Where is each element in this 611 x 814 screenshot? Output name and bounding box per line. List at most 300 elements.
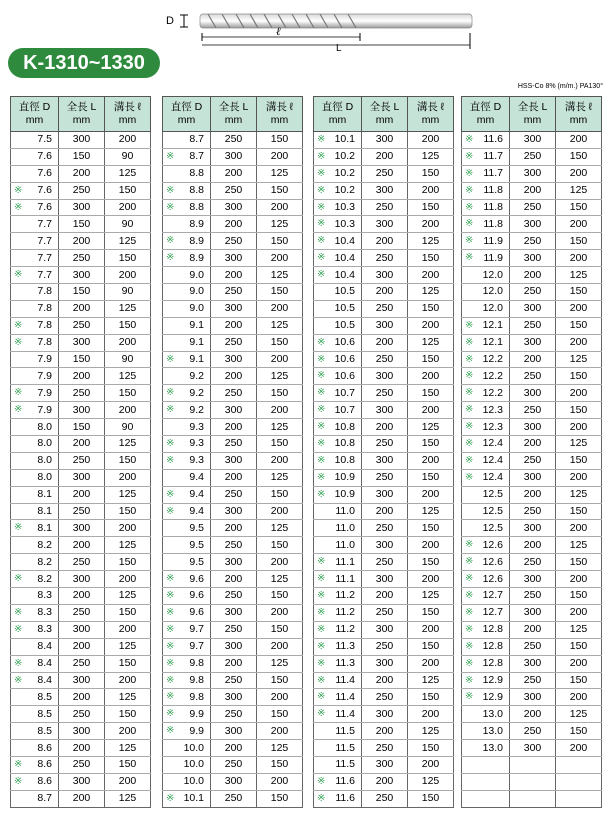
total-length-cell: 300 bbox=[211, 503, 257, 520]
diameter-value: 10.4 bbox=[334, 251, 355, 264]
diameter-value: 8.3 bbox=[37, 623, 52, 636]
diameter-cell bbox=[163, 148, 211, 165]
stock-marker-icon: ※ bbox=[317, 708, 326, 720]
header-unit: mm bbox=[118, 114, 137, 126]
total-length-cell: 250 bbox=[510, 723, 556, 740]
diameter-value: 11.6 bbox=[335, 775, 355, 788]
diameter-cell bbox=[314, 419, 362, 436]
stock-marker-icon: ※ bbox=[166, 150, 175, 162]
total-length-cell: 200 bbox=[510, 267, 556, 284]
flute-length-cell: 125 bbox=[105, 233, 151, 250]
diameter-value: 7.7 bbox=[37, 268, 52, 281]
total-length-cell: 200 bbox=[211, 317, 257, 334]
stock-marker-icon: ※ bbox=[317, 370, 326, 382]
table-row bbox=[11, 317, 151, 334]
diameter-value: 8.5 bbox=[37, 690, 52, 703]
diameter-cell bbox=[462, 503, 510, 520]
total-length-cell: 250 bbox=[211, 621, 257, 638]
table-row bbox=[314, 199, 454, 216]
total-length-cell: 250 bbox=[510, 554, 556, 571]
diameter-cell bbox=[314, 250, 362, 267]
diameter-value: 8.2 bbox=[37, 572, 52, 585]
diameter-cell bbox=[462, 655, 510, 672]
diameter-cell bbox=[163, 723, 211, 740]
total-length-cell: 300 bbox=[362, 267, 408, 284]
table-row bbox=[11, 621, 151, 638]
diameter-cell bbox=[314, 182, 362, 199]
stock-marker-icon: ※ bbox=[465, 556, 474, 568]
diameter-cell bbox=[314, 638, 362, 655]
diameter-value: 9.6 bbox=[189, 572, 204, 585]
flute-length-cell: 125 bbox=[556, 706, 602, 723]
total-length-cell: 250 bbox=[211, 284, 257, 301]
diameter-cell bbox=[163, 436, 211, 453]
header-flute-length bbox=[257, 97, 303, 132]
flute-length-cell: 150 bbox=[257, 621, 303, 638]
stock-marker-icon: ※ bbox=[166, 353, 175, 365]
stock-marker-icon: ※ bbox=[465, 218, 474, 230]
flute-length-cell: 200 bbox=[105, 469, 151, 486]
table-row bbox=[314, 334, 454, 351]
table-row bbox=[462, 165, 602, 182]
total-length-cell: 250 bbox=[510, 672, 556, 689]
diameter-value: 9.5 bbox=[189, 521, 204, 534]
table-row bbox=[11, 503, 151, 520]
diameter-value: 11.4 bbox=[335, 690, 355, 703]
diameter-value: 10.3 bbox=[334, 201, 355, 213]
total-length-cell: 200 bbox=[59, 790, 105, 807]
diameter-cell bbox=[314, 300, 362, 317]
table-row bbox=[11, 672, 151, 689]
total-length-cell: 200 bbox=[362, 334, 408, 351]
stock-marker-icon: ※ bbox=[166, 674, 175, 686]
stock-marker-icon: ※ bbox=[317, 606, 326, 618]
stock-marker-icon: ※ bbox=[166, 640, 175, 652]
diameter-cell bbox=[163, 267, 211, 284]
stock-marker-icon: ※ bbox=[317, 235, 326, 247]
diameter-value: 13.0 bbox=[482, 707, 503, 720]
diameter-cell bbox=[314, 537, 362, 554]
table-row bbox=[163, 165, 303, 182]
diameter-cell bbox=[314, 740, 362, 757]
stock-marker-icon: ※ bbox=[14, 319, 23, 331]
diameter-cell bbox=[462, 773, 510, 790]
flute-length-cell: 200 bbox=[105, 621, 151, 638]
total-length-cell: 300 bbox=[510, 419, 556, 436]
flute-length-cell: 150 bbox=[556, 554, 602, 571]
table-row bbox=[11, 773, 151, 790]
diameter-value: 7.8 bbox=[37, 336, 52, 349]
flute-length-cell: 150 bbox=[257, 588, 303, 605]
flute-length-cell: 150 bbox=[257, 486, 303, 503]
table-row bbox=[11, 199, 151, 216]
total-length-cell: 250 bbox=[510, 368, 556, 385]
flute-length-cell: 200 bbox=[408, 267, 454, 284]
total-length-cell: 200 bbox=[510, 537, 556, 554]
header-label: 溝長 ℓ bbox=[564, 101, 593, 113]
diameter-cell bbox=[314, 199, 362, 216]
table-row bbox=[314, 317, 454, 334]
stock-marker-icon: ※ bbox=[465, 252, 474, 264]
diameter-cell bbox=[163, 300, 211, 317]
diameter-cell bbox=[163, 385, 211, 402]
stock-marker-icon: ※ bbox=[465, 606, 474, 618]
total-length-cell: 200 bbox=[362, 672, 408, 689]
diameter-value: 8.7 bbox=[189, 133, 204, 146]
table-row bbox=[462, 368, 602, 385]
table-row bbox=[462, 638, 602, 655]
total-length-cell: 200 bbox=[211, 571, 257, 588]
diameter-value: 7.6 bbox=[37, 201, 52, 213]
total-length-cell: 300 bbox=[510, 740, 556, 757]
flute-length-cell: 200 bbox=[556, 216, 602, 233]
flute-length-cell: 150 bbox=[556, 148, 602, 165]
diameter-value: 9.5 bbox=[189, 538, 204, 551]
header-total-length bbox=[510, 97, 556, 132]
table-row bbox=[314, 165, 454, 182]
stock-marker-icon: ※ bbox=[317, 454, 326, 466]
table-row bbox=[163, 773, 303, 790]
diameter-value: 10.8 bbox=[334, 454, 355, 467]
stock-marker-icon: ※ bbox=[317, 201, 326, 213]
table-row bbox=[314, 132, 454, 149]
total-length-cell: 200 bbox=[211, 655, 257, 672]
diameter-value: 9.9 bbox=[189, 707, 204, 720]
table-row bbox=[11, 740, 151, 757]
stock-marker-icon: ※ bbox=[14, 184, 23, 196]
flute-length-cell: 200 bbox=[257, 554, 303, 571]
stock-marker-icon: ※ bbox=[166, 252, 175, 264]
table-row bbox=[11, 520, 151, 537]
flute-length-cell: 125 bbox=[257, 740, 303, 757]
flute-length-cell: 200 bbox=[105, 334, 151, 351]
total-length-cell: 300 bbox=[510, 216, 556, 233]
total-length-cell: 200 bbox=[211, 216, 257, 233]
diameter-cell bbox=[462, 334, 510, 351]
flute-length-cell: 125 bbox=[257, 216, 303, 233]
flute-length-cell: 200 bbox=[556, 334, 602, 351]
table-row bbox=[314, 756, 454, 773]
diameter-value: 7.8 bbox=[37, 302, 52, 315]
diameter-value: 12.6 bbox=[482, 555, 503, 568]
total-length-cell: 300 bbox=[211, 300, 257, 317]
stock-marker-icon: ※ bbox=[465, 134, 474, 145]
total-length-cell: 300 bbox=[510, 132, 556, 149]
stock-marker-icon: ※ bbox=[166, 387, 175, 399]
table-row bbox=[163, 419, 303, 436]
table-row bbox=[314, 250, 454, 267]
diameter-value: 11.9 bbox=[483, 234, 503, 247]
diameter-value: 8.8 bbox=[189, 184, 204, 197]
flute-length-cell: 125 bbox=[556, 537, 602, 554]
stock-marker-icon: ※ bbox=[14, 269, 23, 281]
total-length-cell: 300 bbox=[510, 334, 556, 351]
diameter-cell bbox=[314, 689, 362, 706]
flute-length-cell: 125 bbox=[105, 537, 151, 554]
flute-length-cell: 200 bbox=[408, 571, 454, 588]
diameter-value: 11.8 bbox=[483, 184, 503, 197]
diameter-cell bbox=[462, 250, 510, 267]
stock-marker-icon: ※ bbox=[14, 674, 23, 686]
table-row bbox=[11, 706, 151, 723]
table-row bbox=[314, 402, 454, 419]
table-row bbox=[314, 452, 454, 469]
table-row bbox=[11, 216, 151, 233]
diameter-value: 10.6 bbox=[334, 369, 355, 382]
total-length-cell: 300 bbox=[510, 655, 556, 672]
diameter-value: 10.7 bbox=[334, 403, 355, 416]
stock-marker-icon: ※ bbox=[317, 438, 326, 450]
stock-marker-icon: ※ bbox=[317, 556, 326, 568]
total-length-cell: 250 bbox=[362, 199, 408, 216]
flute-length-cell: 125 bbox=[105, 436, 151, 453]
diameter-cell bbox=[163, 554, 211, 571]
total-length-cell bbox=[510, 790, 556, 807]
diameter-value: 7.6 bbox=[37, 184, 52, 197]
total-length-cell: 300 bbox=[510, 469, 556, 486]
diameter-value: 10.5 bbox=[334, 302, 355, 315]
flute-length-cell: 150 bbox=[257, 284, 303, 301]
diameter-cell bbox=[314, 402, 362, 419]
stock-marker-icon: ※ bbox=[317, 269, 326, 281]
flute-length-cell: 125 bbox=[408, 588, 454, 605]
diameter-cell bbox=[163, 368, 211, 385]
total-length-cell: 250 bbox=[59, 655, 105, 672]
diameter-cell bbox=[11, 182, 59, 199]
flute-length-cell: 200 bbox=[257, 402, 303, 419]
table-row bbox=[314, 469, 454, 486]
table-row bbox=[163, 756, 303, 773]
diameter-cell bbox=[314, 267, 362, 284]
table-row bbox=[163, 300, 303, 317]
flute-length-cell: 125 bbox=[257, 520, 303, 537]
diameter-cell bbox=[163, 689, 211, 706]
header-diameter bbox=[314, 97, 362, 132]
table-row bbox=[314, 419, 454, 436]
diameter-cell bbox=[11, 419, 59, 436]
flute-length-cell: 150 bbox=[556, 284, 602, 301]
flute-length-cell: 150 bbox=[105, 706, 151, 723]
diameter-value: 9.8 bbox=[189, 690, 204, 703]
table-row bbox=[163, 554, 303, 571]
stock-marker-icon: ※ bbox=[465, 421, 474, 433]
table-row bbox=[163, 638, 303, 655]
diameter-cell bbox=[11, 723, 59, 740]
diameter-cell bbox=[314, 571, 362, 588]
table-row bbox=[163, 706, 303, 723]
diameter-cell bbox=[11, 503, 59, 520]
total-length-cell: 250 bbox=[362, 638, 408, 655]
diameter-value: 11.1 bbox=[335, 555, 355, 568]
stock-marker-icon: ※ bbox=[317, 387, 326, 399]
flute-length-cell: 200 bbox=[408, 486, 454, 503]
total-length-cell: 300 bbox=[59, 469, 105, 486]
material-spec: HSS-Co 8% (m/m.) PA130° bbox=[517, 83, 603, 90]
total-length-cell: 300 bbox=[510, 300, 556, 317]
diameter-value: 11.8 bbox=[483, 201, 503, 213]
stock-marker-icon: ※ bbox=[14, 387, 23, 399]
flute-length-cell: 200 bbox=[105, 571, 151, 588]
total-length-cell: 300 bbox=[362, 368, 408, 385]
stock-marker-icon: ※ bbox=[465, 150, 474, 162]
diameter-cell bbox=[462, 165, 510, 182]
diameter-value: 9.9 bbox=[189, 724, 204, 737]
total-length-cell: 300 bbox=[59, 334, 105, 351]
diameter-value: 8.0 bbox=[37, 437, 52, 450]
flute-length-cell: 125 bbox=[556, 621, 602, 638]
diameter-cell bbox=[462, 368, 510, 385]
diameter-value: 9.0 bbox=[189, 268, 204, 281]
total-length-cell: 250 bbox=[211, 334, 257, 351]
diameter-label: D bbox=[166, 15, 174, 27]
flute-length-cell: 125 bbox=[408, 148, 454, 165]
total-length-cell: 300 bbox=[510, 571, 556, 588]
diameter-cell bbox=[11, 756, 59, 773]
drill-diagram bbox=[160, 5, 480, 53]
total-length-cell: 250 bbox=[59, 503, 105, 520]
table-row bbox=[314, 148, 454, 165]
flute-length-cell: 150 bbox=[408, 300, 454, 317]
total-length-cell: 250 bbox=[510, 638, 556, 655]
table-row bbox=[163, 588, 303, 605]
table-row bbox=[314, 300, 454, 317]
table-row bbox=[163, 469, 303, 486]
total-length-cell: 200 bbox=[510, 706, 556, 723]
diameter-cell bbox=[462, 436, 510, 453]
total-length-cell: 250 bbox=[362, 689, 408, 706]
flute-length-cell: 200 bbox=[556, 740, 602, 757]
diameter-value: 8.6 bbox=[37, 741, 52, 754]
total-length-cell: 300 bbox=[362, 132, 408, 149]
flute-length-cell: 125 bbox=[257, 317, 303, 334]
flute-length-cell: 200 bbox=[257, 689, 303, 706]
diameter-value: 11.5 bbox=[335, 741, 355, 754]
total-length-cell: 200 bbox=[362, 419, 408, 436]
total-length-cell: 300 bbox=[362, 486, 408, 503]
table-row bbox=[314, 436, 454, 453]
total-length-cell: 300 bbox=[510, 165, 556, 182]
diameter-value: 9.3 bbox=[189, 437, 204, 450]
flute-length-cell: 150 bbox=[105, 554, 151, 571]
diameter-cell bbox=[314, 604, 362, 621]
diameter-cell bbox=[462, 267, 510, 284]
table-row bbox=[462, 537, 602, 554]
diameter-cell bbox=[163, 571, 211, 588]
flute-length-cell: 150 bbox=[408, 165, 454, 182]
table-row bbox=[314, 571, 454, 588]
flute-length-cell: 150 bbox=[556, 402, 602, 419]
flute-length-cell: 200 bbox=[408, 756, 454, 773]
series-badge: K-1310~1330 bbox=[8, 48, 160, 78]
flute-length-cell: 150 bbox=[556, 638, 602, 655]
total-length-cell: 300 bbox=[510, 689, 556, 706]
table-row bbox=[11, 655, 151, 672]
diameter-value: 7.8 bbox=[37, 319, 52, 332]
total-length-cell: 250 bbox=[362, 250, 408, 267]
stock-marker-icon: ※ bbox=[317, 573, 326, 585]
total-length-cell: 250 bbox=[59, 385, 105, 402]
stock-marker-icon: ※ bbox=[465, 184, 474, 196]
flute-length-cell: 150 bbox=[408, 604, 454, 621]
table-row bbox=[314, 351, 454, 368]
table-row bbox=[462, 182, 602, 199]
flute-length-cell: 200 bbox=[408, 216, 454, 233]
table-row bbox=[314, 672, 454, 689]
stock-marker-icon: ※ bbox=[465, 640, 474, 652]
total-length-cell: 250 bbox=[362, 165, 408, 182]
total-length-cell: 250 bbox=[510, 317, 556, 334]
diameter-cell bbox=[163, 706, 211, 723]
diameter-cell bbox=[462, 419, 510, 436]
total-length-cell: 200 bbox=[211, 267, 257, 284]
diameter-value: 10.9 bbox=[334, 471, 355, 484]
total-length-cell: 250 bbox=[211, 182, 257, 199]
flute-length-cell: 150 bbox=[257, 182, 303, 199]
total-length-cell: 300 bbox=[510, 385, 556, 402]
flute-length-cell: 150 bbox=[408, 689, 454, 706]
table-row bbox=[462, 419, 602, 436]
size-table-4 bbox=[461, 96, 602, 808]
diameter-value: 8.4 bbox=[37, 657, 52, 670]
stock-marker-icon: ※ bbox=[14, 758, 23, 770]
total-length-cell: 200 bbox=[510, 621, 556, 638]
stock-marker-icon: ※ bbox=[166, 725, 175, 737]
diameter-cell bbox=[462, 672, 510, 689]
diameter-value: 9.1 bbox=[189, 336, 204, 349]
stock-marker-icon: ※ bbox=[465, 623, 474, 635]
total-length-cell bbox=[510, 773, 556, 790]
table-row bbox=[314, 233, 454, 250]
total-length-cell: 250 bbox=[59, 756, 105, 773]
flute-length-cell: 150 bbox=[105, 452, 151, 469]
diameter-value: 9.6 bbox=[189, 589, 204, 602]
header-label: 直徑 D bbox=[469, 101, 502, 113]
table-row bbox=[163, 723, 303, 740]
diameter-cell bbox=[163, 790, 211, 807]
table-row bbox=[314, 554, 454, 571]
diameter-cell bbox=[163, 233, 211, 250]
stock-marker-icon: ※ bbox=[14, 623, 23, 635]
diameter-cell bbox=[314, 554, 362, 571]
table-row bbox=[163, 132, 303, 149]
diameter-value: 12.7 bbox=[482, 606, 503, 619]
table-row bbox=[462, 284, 602, 301]
flute-length-cell: 200 bbox=[257, 638, 303, 655]
table-row bbox=[462, 452, 602, 469]
flute-length-label: ℓ bbox=[276, 26, 281, 38]
diameter-cell bbox=[462, 351, 510, 368]
table-row bbox=[314, 790, 454, 807]
table-row bbox=[462, 571, 602, 588]
flute-length-cell: 150 bbox=[408, 520, 454, 537]
diameter-cell bbox=[163, 182, 211, 199]
flute-length-cell: 200 bbox=[556, 469, 602, 486]
table-row bbox=[462, 554, 602, 571]
diameter-value: 8.7 bbox=[189, 150, 204, 163]
diameter-value: 9.7 bbox=[189, 623, 204, 636]
diameter-cell bbox=[11, 469, 59, 486]
stock-marker-icon: ※ bbox=[317, 150, 326, 162]
table-row bbox=[163, 284, 303, 301]
flute-length-cell: 150 bbox=[257, 436, 303, 453]
table-row bbox=[163, 689, 303, 706]
table-row bbox=[11, 790, 151, 807]
table-row bbox=[11, 368, 151, 385]
diameter-value: 8.9 bbox=[189, 234, 204, 247]
stock-marker-icon: ※ bbox=[317, 167, 326, 179]
table-row bbox=[163, 402, 303, 419]
diameter-cell bbox=[11, 199, 59, 216]
